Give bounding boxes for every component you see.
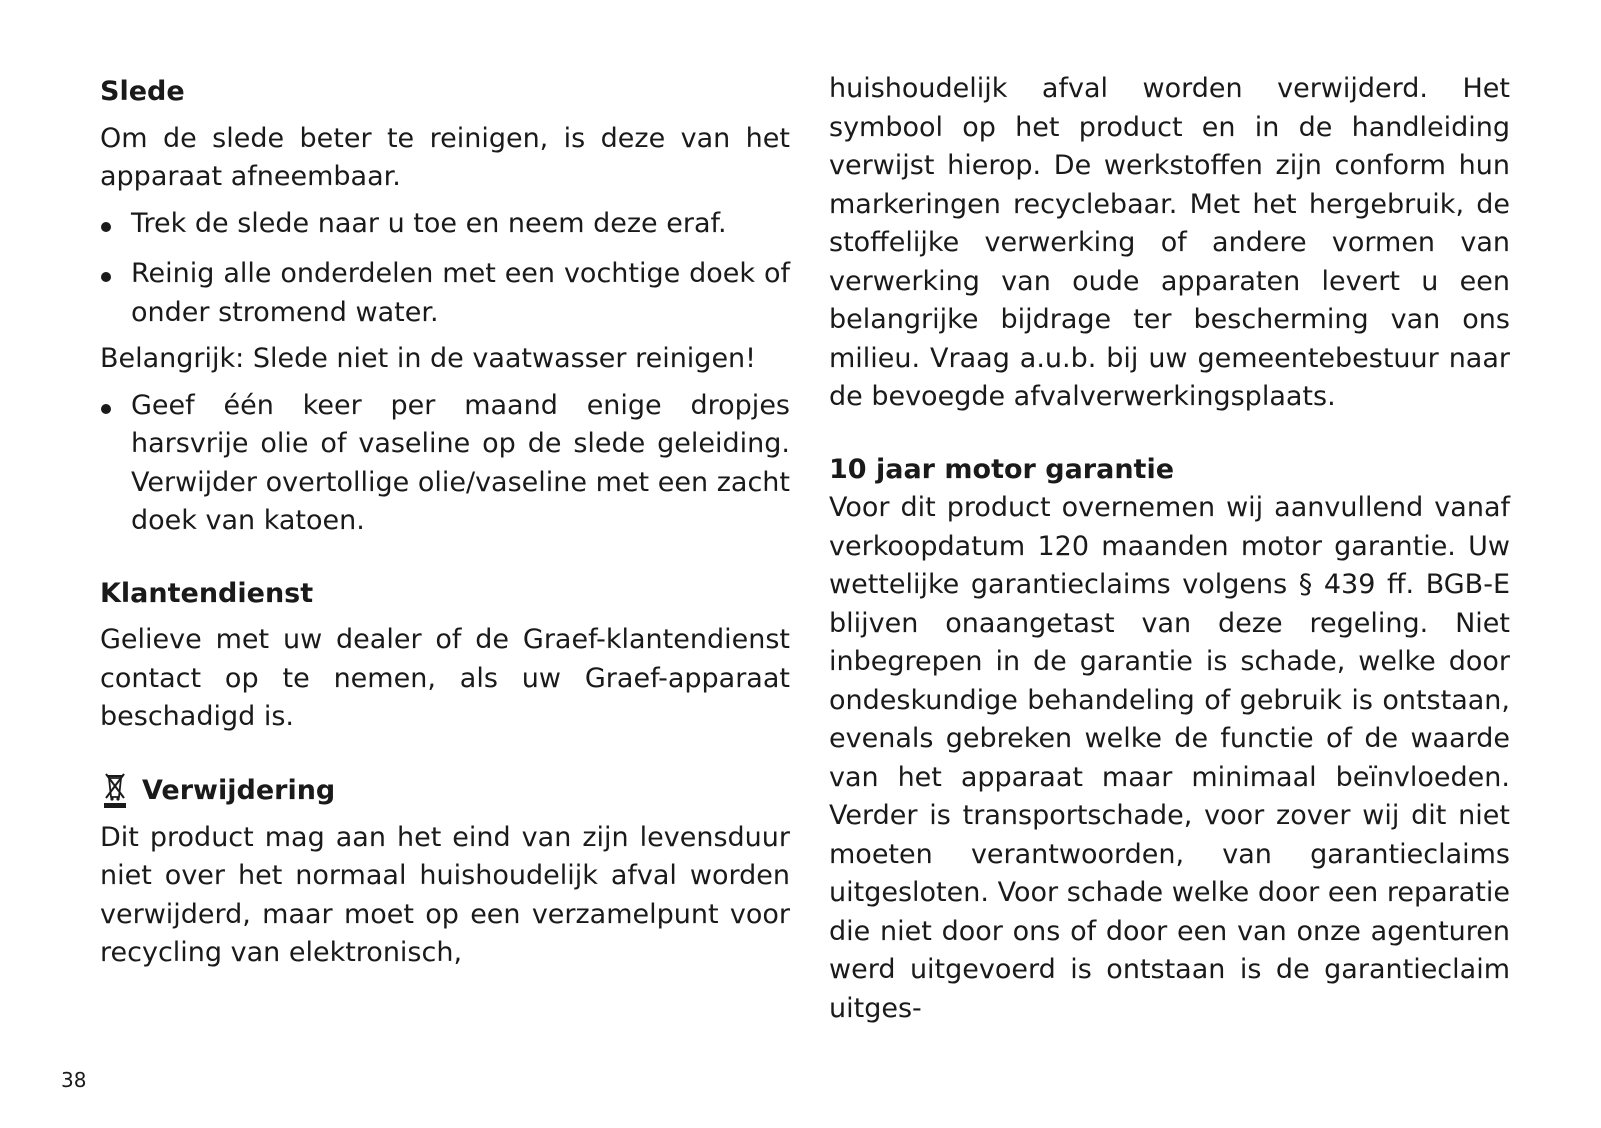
- list-item: Geef één keer per maand enige dropjes harsvrije olie of vaseline op de slede geleiding. Verwijder overtollige olie/vaseline met een zacht doek van katoen.: [100, 387, 790, 541]
- klantendienst-heading: Klantendienst: [100, 577, 314, 609]
- verwijdering-heading: Verwijdering: [142, 775, 336, 806]
- verwijdering-heading-row: [100, 771, 790, 811]
- verwijdering-text: Dit product mag aan het eind van zijn levensduur niet over het normaal huishoudelijk afval worden verwijderd, maar moet op een verzamelpunt voor recycling van elektronisch,: [100, 821, 790, 968]
- verwijdering-continued-text: huishoudelijk afval worden verwijderd. Het symbool op het product en in de handleiding verwijst hierop. De werkstoffen zijn conform hun markeringen recyclebaar. Met het hergebruik, de stoffelijke verwerking of andere vormen van verwerking van oude apparaten levert u een belangrijke bijdrage ter bescherming van ons milieu. Vraag a.u.b. bij uw gemeentebestuur naar de bevoegde afvalverwerkingsplaats.: [829, 73, 1510, 412]
- klantendienst-text: Gelieve met uw dealer of de Graef-klantendienst contact op te nemen, als uw Graef-apparaat beschadigd is.: [100, 624, 790, 732]
- right-column: [829, 70, 1510, 1028]
- important-note: Belangrijk: Slede niet in de vaatwasser reinigen!: [100, 343, 756, 374]
- list-item: Trek de slede naar u toe en neem deze eraf.: [100, 205, 790, 244]
- crossed-out-wheelie-bin-icon: [100, 771, 130, 811]
- page-number: 38: [61, 1068, 87, 1092]
- slede-heading: Slede: [100, 76, 185, 107]
- list-item: Reinig alle onderdelen met een vochtige doek of onder stromend water.: [100, 255, 790, 332]
- garantie-heading: 10 jaar motor garantie: [829, 453, 1175, 485]
- maintenance-list: [100, 387, 790, 541]
- garantie-text: Voor dit product overnemen wij aanvullend vanaf verkoopdatum 120 maanden motor garantie. Uw wettelijke garantieclaims volgens § 439 ff. BGB-E blijven onaangetast van deze regeling. Niet inbegrepen in de garantie is schade, welke door ondeskundige behandeling of gebruik is ontstaan, evenals gebreken welke de functie of de waarde van het apparaat maar minimaal beïnvloeden. Verder is transportschade, voor zover wij dit niet moeten verantwoorden, van garantieclaims uitgesloten. Voor schade welke door een reparatie die niet door ons of door een van onze agenturen werd uitgevoerd is ontstaan is de garantieclaim uitges-: [829, 492, 1510, 1024]
- left-column: [100, 70, 790, 973]
- slede-intro: Om de slede beter te reinigen, is deze van het apparaat afneembaar.: [100, 122, 790, 192]
- slede-steps-list: [100, 205, 790, 333]
